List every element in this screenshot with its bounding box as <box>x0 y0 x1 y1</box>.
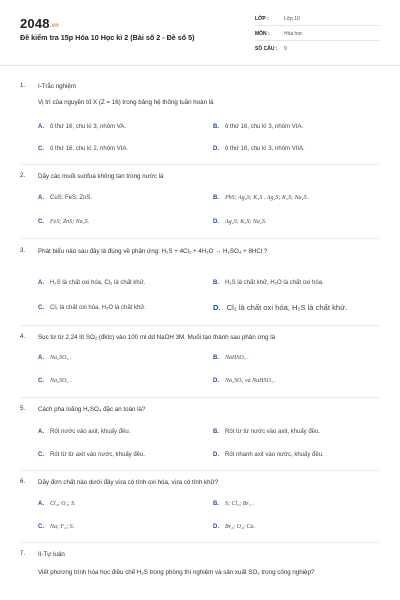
section-heading: II-Tự luận <box>38 551 65 558</box>
option-c[interactable]: C. ô thứ 16, chu kì 2, nhóm VIA. <box>38 146 129 152</box>
question-text: Dãy các muối sunfua không tan trong nước là <box>38 173 164 180</box>
class-value: Lớp 10 <box>284 16 300 22</box>
option-d[interactable]: D. Ag₂S; K₂S; Na₂S. <box>213 219 267 225</box>
site-logo[interactable] <box>20 16 59 31</box>
option-a[interactable]: A. CuS; FeS; ZnS. <box>38 195 93 201</box>
option-d[interactable]: D. Br₂; O₂; Ca. <box>213 524 256 530</box>
option-c[interactable]: C. Rót từ từ axit vào nước, khuấy đều. <box>38 452 146 458</box>
option-c[interactable]: C. Na; F₂; S. <box>38 524 75 530</box>
option-d[interactable]: D. Rót nhanh axit vào nước, khuấy đều. <box>213 452 324 458</box>
question-number: 5. <box>20 405 26 412</box>
question-text: Cách pha loãng H₂SO₄ đặc an toàn là? <box>38 406 146 413</box>
option-b[interactable]: B. NaHSO₃ . <box>213 355 249 361</box>
question-number: 7. <box>20 550 26 557</box>
option-d[interactable]: D. ô thứ 16, chu kì 3, nhóm VIIA. <box>213 146 305 152</box>
question-number: 4. <box>20 333 26 340</box>
option-a[interactable]: A. Cl₂; O₃; S. <box>38 501 76 507</box>
question-number: 1. <box>20 82 26 89</box>
divider <box>20 470 380 471</box>
section-heading: I-Trắc nghiệm <box>38 83 76 90</box>
option-d[interactable]: D. Cl₂ là chất oxi hóa, H₂S là chất khử. <box>213 303 348 312</box>
option-b[interactable]: B. H₂S là chất khử, H₂O là chất oxi hóa. <box>213 280 324 286</box>
logo-suffix: .vn <box>49 23 60 29</box>
option-a[interactable]: A. H₂S là chất oxi hóa, Cl₂ là chất khử. <box>38 280 146 286</box>
option-b[interactable]: B. ô thứ 16, chu kì 3, nhóm VIA. <box>213 124 304 130</box>
divider <box>20 542 380 543</box>
option-c[interactable]: C. Na₂SO₄ . <box>38 378 72 384</box>
question-text: Dãy đơn chất nào dưới đây vừa có tính oxi hóa, vừa có tính khử? <box>38 479 219 486</box>
option-b[interactable]: B. S; Cl₂; Br₂ . <box>213 501 254 507</box>
divider <box>20 325 380 326</box>
subject-value: Hóa học <box>284 31 303 37</box>
question-text: Viết phương trình hóa học điều chế H₂S trong phòng thí nghiệm và sản xuất SO₂ trong công nghiệp? <box>38 569 315 576</box>
divider <box>20 397 380 398</box>
exam-header <box>0 0 400 66</box>
count-label: SỐ CÂU : <box>255 46 278 52</box>
question-text: Vị trí của nguyên tố X (Z = 16) trong bảng hệ thống tuần hoàn là <box>38 99 214 106</box>
option-b[interactable]: B. Rót từ từ nước vào axit, khuấy đều. <box>213 429 321 435</box>
exam-title: Đề kiểm tra 15p Hóa 10 Học kì 2 (Bài số 2 - Đề số 5) <box>20 33 195 42</box>
option-b[interactable]: B. PbS; Ag₂S; K₂S . Ag₂S; K₂S; Na₂S . <box>213 195 310 201</box>
option-a[interactable]: A. Na₂SO₃ . <box>38 355 72 361</box>
logo-text: 2048 <box>20 16 50 31</box>
option-a[interactable]: A. ô thứ 16, chu kì 3, nhóm VA. <box>38 124 126 130</box>
question-text: Sục từ từ 2,24 lít SO₂ (đktc) vào 100 ml dd NaOH 3M. Muối tạo thành sau phản ứng là <box>38 334 276 341</box>
divider <box>20 164 380 165</box>
question-number: 2. <box>20 172 26 179</box>
meta-divider <box>255 25 380 26</box>
option-a[interactable]: A. Rót nước vào axit, khuấy đều. <box>38 429 131 435</box>
option-c[interactable]: C. Cl₂ là chất oxi hóa, H₂O là chất khử. <box>38 305 147 311</box>
subject-label: MÔN : <box>255 31 270 37</box>
question-number: 6. <box>20 478 26 485</box>
divider <box>20 238 380 239</box>
option-c[interactable]: C. FeS; ZnS; Na₂S. <box>38 219 90 225</box>
option-d[interactable]: D. Na₂SO₃ và NaHSO₃ . <box>213 378 276 384</box>
question-number: 3. <box>20 247 26 254</box>
count-value: 9 <box>284 46 287 52</box>
question-text: Phát biểu nào sau đây là đúng về phản ứng: H₂S + 4Cl₂ + 4H₂O → H₂SO₄ + 8HCl ? <box>38 248 268 255</box>
meta-divider <box>255 40 380 41</box>
class-label: LỚP : <box>255 16 269 22</box>
